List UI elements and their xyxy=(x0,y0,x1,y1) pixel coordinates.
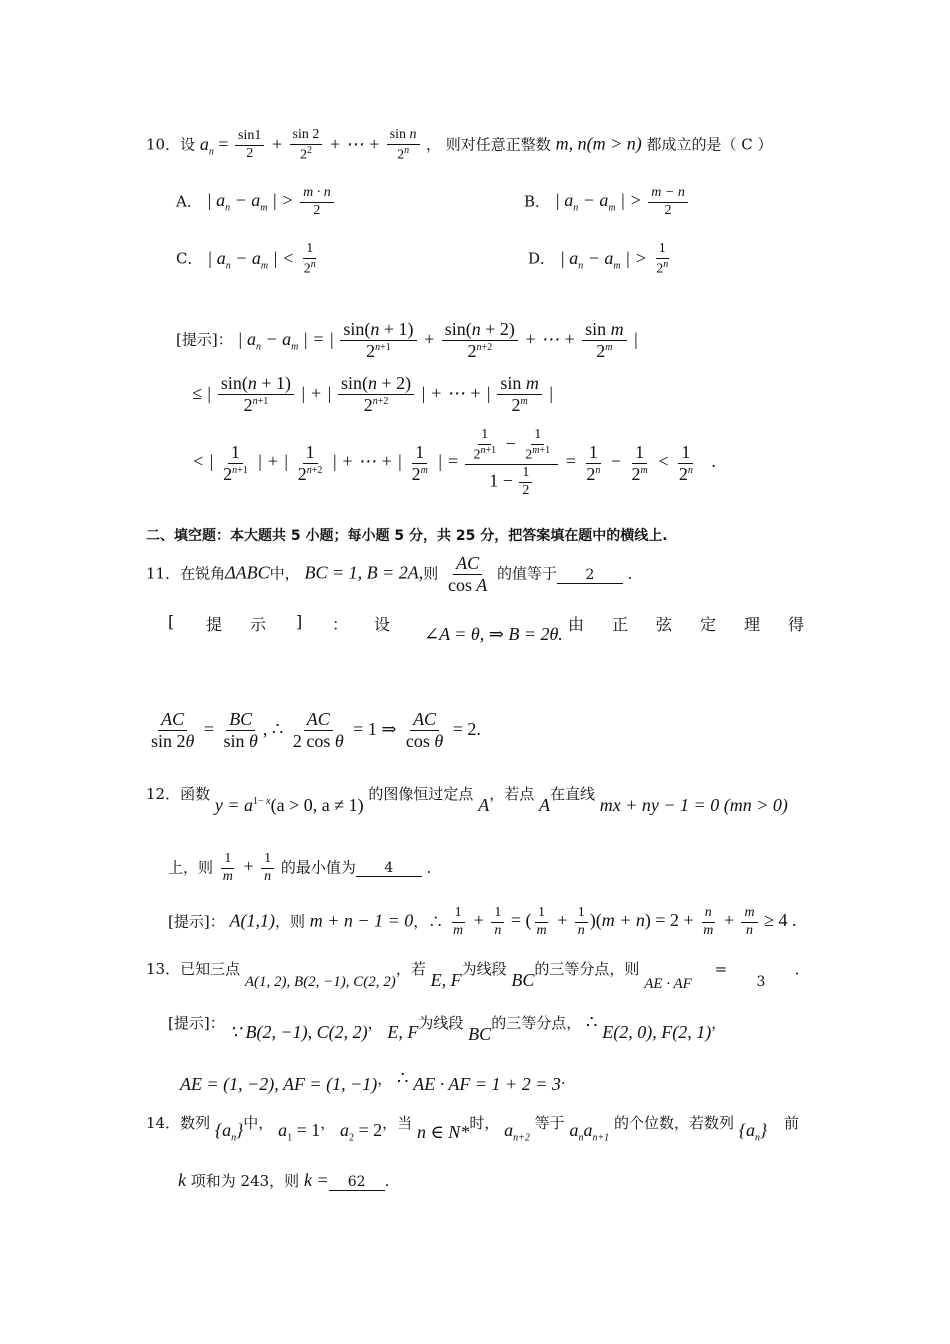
q13-hint-bc: BC xyxy=(468,1024,492,1044)
q11-end: ． xyxy=(627,564,643,583)
q13-answer-blank[interactable]: 3 xyxy=(756,974,766,990)
q13-hint-ef: E, F xyxy=(387,1022,419,1042)
section-2-heading: 二、填空题：本大题共 5 小题；每小题 5 分，共 25 分，把答案填在题中的横线上. xyxy=(146,528,668,544)
q10-number: 10．设 xyxy=(146,135,196,154)
q12-point-a: A xyxy=(478,795,490,815)
q11-stem: 11．在锐角ΔABC中， BC = 1, B = 2A,则 $\frac{AC}{\text{cos A}}$ 的值等于 2 ． xyxy=(146,553,643,595)
q13-bc: BC xyxy=(511,970,535,990)
hint-char: [ xyxy=(168,612,175,631)
q12-end: ． xyxy=(426,858,442,877)
q11-given: BC = 1, B = 2A, xyxy=(304,562,424,583)
q10-option-d: D． | $a_n - a_m$ | > $\frac{1}{2^n}$ xyxy=(528,241,669,277)
q12-on: 上，则 xyxy=(168,858,214,877)
q13-ruo: ，若 xyxy=(395,960,426,978)
q13-number: 13．已知三点 xyxy=(146,960,241,978)
hint-char: 提 xyxy=(206,615,223,634)
q11-mid: 中， xyxy=(269,564,300,583)
q12-hint: [提示]： A(1,1)，则 m + n − 1 = 0，∴ $\frac{1}{m}$ + $\frac{1}{n}$ = ( $\frac{1}{m}$ + $\frac{1}{n}$ )(m + n) = 2 + $\frac{n}{m}$ + $\frac{m}{n}$ ≥ 4 . xyxy=(168,905,797,938)
q14-dengyu: 等于 xyxy=(534,1114,565,1132)
q10-hint-line2: ≤ | $\frac{\sin(n + 1)}{2^{n+1}}$ | + | $\frac{\sin(n + 2)}{2^{n+2}}$ | + ⋯ + | $\frac{\text{sin m}}{2^m}$ | xyxy=(192,373,554,415)
q14-gewei: 的个位数，若数列 xyxy=(613,1114,734,1132)
q13-eq: = xyxy=(714,960,728,978)
q12-min-text: 的最小值为 xyxy=(280,858,356,877)
q14-sum: 项和为 243，则 xyxy=(190,1172,300,1190)
q13-seg: 为线段 xyxy=(461,960,507,978)
option-c-label: C． xyxy=(176,249,203,268)
q12-line: mx + ny − 1 = 0 (mn > 0) xyxy=(599,795,788,815)
q10-formula: $a_n$ = $\frac{\sin 1}{2}$ + $\frac{\sin 2}{2^2}$ + ⋯ + $\frac{\text{sin n}}{2^n}$ xyxy=(200,134,426,154)
q14-seq: {a xyxy=(214,1120,232,1140)
q13-hint-label: [提示]： xyxy=(168,1014,225,1032)
q13-ef: E, F xyxy=(430,970,462,990)
q13-hint-given: ∵ B(2, −1), C(2, 2) xyxy=(229,1022,368,1042)
q12-hint-c: m + n − 1 = 0 xyxy=(309,910,414,931)
option-b-label: B． xyxy=(524,192,551,211)
q12-hint-d: ，∴ xyxy=(413,912,444,931)
q12-stem: 12．函数 $y = a^{1- x}(a > 0$, a ≠ 1) 的图像恒过定点 A，若点 A在直线 mx + ny − 1 = 0 (mn > 0) xyxy=(146,785,788,815)
q13-hint-seg: 为线段 xyxy=(418,1014,464,1032)
q10-option-a: A． | $a_n - a_m$ | > $\frac{m \cdot n}{2}$ xyxy=(176,186,336,218)
q10-tail: 都成立的是（ C ） xyxy=(646,135,773,154)
q14-zhong: 中， xyxy=(243,1114,274,1132)
q14-question xyxy=(178,1170,389,1191)
q11-after: 的值等于 xyxy=(497,564,558,583)
q13-hint-result: AE · AF = 1 + 2 = 3 xyxy=(413,1074,561,1094)
hint-char: 弦 xyxy=(656,615,673,634)
q14-number: 14．数列 xyxy=(146,1114,211,1132)
q10-hint-line1: [提示]： | $a_n - a_m$ | = | $\frac{\sin(n + 1)}{2^{n+1}}$ + $\frac{\sin(n + 2)}{2^{n+2}}$ + ⋯ + $\frac{\text{sin m}}{2^m}$ | xyxy=(176,319,639,361)
q14-keq: k = xyxy=(303,1170,329,1190)
q13-hint-line2: AE = (1, −2), AF = (1, −1)， ∴ AE · AF = 1 + 2 = 3. xyxy=(180,1068,566,1094)
q11-then: 则 xyxy=(423,564,439,583)
q10-hint-label: [提示]： xyxy=(176,330,233,349)
hint-char: 定 xyxy=(700,615,717,634)
q11-answer-blank[interactable]: 2 xyxy=(557,567,623,584)
q14-qian: 前 xyxy=(783,1114,799,1132)
hint-char: ： xyxy=(332,615,349,634)
q14-shi: 时， xyxy=(469,1114,500,1132)
q12-answer-blank[interactable]: 4 xyxy=(356,860,422,877)
q13-end: ． xyxy=(794,960,810,978)
q12-condition: (a > 0, a ≠ 1) xyxy=(270,795,364,815)
q12-point-a2: A xyxy=(538,795,550,815)
hint-char: 由 xyxy=(568,615,585,634)
q12-question: 上，则 $\frac{1}{m}$ + $\frac{1}{n}$ 的最小值为 4 ． xyxy=(168,851,442,884)
q11-number: 11．在锐角 xyxy=(146,564,226,583)
option-a-label: A． xyxy=(176,192,202,211)
q12-function: y = a xyxy=(214,795,254,815)
q13-hint-ef-coords: E(2, 0), F(2, 1) xyxy=(602,1022,712,1042)
q11-hint-math: ∠A = θ, ⇒ B = 2θ. xyxy=(424,624,563,644)
q14-stem: 14．数列 $\{a_n\}$中， $a_1 = 1$， $a_2 = 2$，当 n ∈ N*时， $a_{n+2}$ 等于 $a_na_{n+1}$ 的个位数，若数列 $\{a_n\}$ 前 xyxy=(146,1114,799,1144)
q13-expr: AE · AF xyxy=(644,976,692,992)
hint-char: 理 xyxy=(744,615,761,634)
q10-option-b: B． | $a_n - a_m$ | > $\frac{m - n}{2}$ xyxy=(524,186,690,218)
q10-option-c: C． | $a_n - a_m$ | < $\frac{1}{2^n}$ xyxy=(176,241,316,277)
q12-hint-a: A(1,1) xyxy=(229,910,275,931)
hint-char: 正 xyxy=(612,615,629,634)
q10-stem xyxy=(146,128,773,163)
q10-condition: ， 则对任意正整数 xyxy=(426,135,551,154)
q14-a2: a xyxy=(340,1120,350,1140)
q12-hint-b: ，则 xyxy=(274,912,305,931)
q14-k: k xyxy=(178,1170,186,1190)
q13-stem xyxy=(146,958,810,992)
q12-ruo: ，若点 xyxy=(489,785,535,803)
q14-answer-blank[interactable]: 62 xyxy=(329,1174,385,1191)
q13-tri: 的三等分点，则 xyxy=(534,960,640,978)
q13-hint-line1: [提示]： ∵ B(2, −1), C(2, 2)， E, F为线段 BC的三等分点， ∴ E(2, 0), F(2, 1)， xyxy=(168,1012,727,1044)
q13-hint-vectors: AE = (1, −2), AF = (1, −1) xyxy=(180,1074,378,1094)
q14-a1: a xyxy=(278,1120,288,1140)
q11-hint-formula: $\frac{AC}{\sin 2\theta}$ = $\frac{BC}{\text{sin θ}}$ , ∴ $\frac{AC}{\text{2 cos θ}}$ = 1 ⇒ $\frac{AC}{\text{cos θ}}$ = 2. xyxy=(151,709,481,751)
hint-char: 得 xyxy=(788,615,805,634)
q12-hint-label: [提示]： xyxy=(168,912,225,931)
q10-hint-line3: < | $\frac{1}{2^{n+1}}$ | + | $\frac{1}{2^{n+2}}$ | + ⋯ + | $\frac{1}{2^m}$ | = $\frac{1}{2^{n+1}}$ − $\frac{1}{2^{m+1}}$ 1 − $\frac{1}{2}$ = $\frac{1}{2^n}$ − $\frac{1}{2^m}$ < $\frac{1}{2^n}$ . xyxy=(192,427,716,498)
q12-line-text: 在直线 xyxy=(549,785,595,803)
q14-nN: n ∈ N* xyxy=(416,1122,470,1142)
option-d-label: D． xyxy=(528,249,556,268)
q14-dang: ，当 xyxy=(382,1114,413,1132)
q10-vars: m, n(m > n) xyxy=(555,133,642,154)
hint-char: 设 xyxy=(374,615,391,634)
hint-char: ] xyxy=(296,612,303,631)
q13-hint-tri: 的三等分点， xyxy=(491,1014,582,1032)
q14-end: . xyxy=(384,1172,390,1190)
q11-triangle: ΔABC xyxy=(225,562,270,583)
q13-points: A(1, 2), B(2, −1), C(2, 2) xyxy=(244,974,396,990)
hint-char: 示 xyxy=(250,615,267,634)
q12-mid: 的图像恒过定点 xyxy=(368,785,474,803)
q12-number: 12．函数 xyxy=(146,785,211,803)
